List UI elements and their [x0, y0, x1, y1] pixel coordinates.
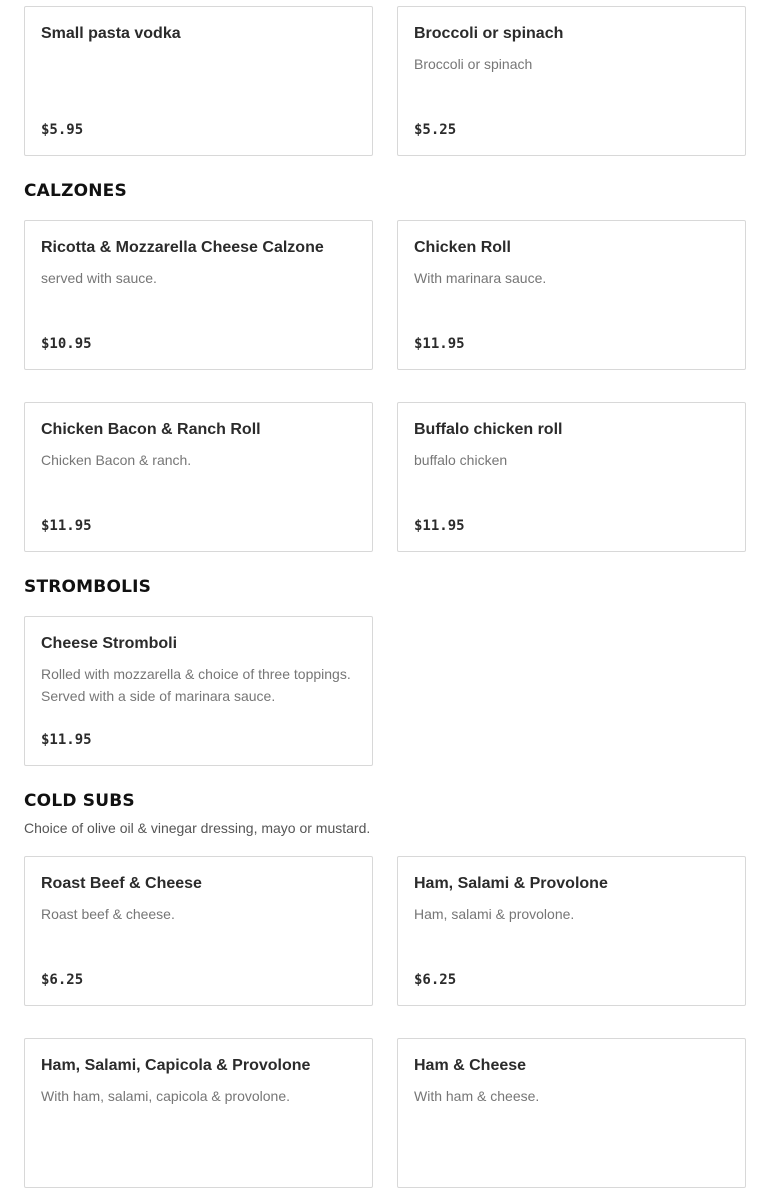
item-description: With marinara sauce. [414, 270, 547, 286]
item-price: $11.95 [41, 732, 92, 748]
item-price: $5.95 [41, 122, 84, 138]
item-description: Broccoli or spinach [414, 56, 533, 72]
item-name: Buffalo chicken roll [414, 421, 563, 438]
item-description: buffalo chicken [414, 452, 508, 468]
menu-item-card[interactable] [397, 6, 746, 156]
menu-item-card[interactable] [397, 856, 746, 1006]
section-title-strombolis: STROMBOLIS [24, 577, 152, 597]
section-title-calzones: CALZONES [24, 181, 127, 201]
section-subtitle-cold-subs: Choice of olive oil & vinegar dressing, mayo or mustard. [24, 820, 371, 836]
menu-item-card[interactable] [24, 856, 373, 1006]
item-price: $5.25 [414, 122, 457, 138]
item-description: Ham, salami & provolone. [414, 906, 575, 922]
menu-item-card[interactable] [24, 220, 373, 370]
item-name: Broccoli or spinach [414, 25, 564, 42]
section-title-cold-subs: COLD SUBS [24, 791, 135, 811]
item-description: served with sauce. [41, 270, 157, 286]
item-description: With ham & cheese. [414, 1088, 540, 1104]
item-price: $11.95 [414, 518, 465, 534]
item-name: Chicken Bacon & Ranch Roll [41, 421, 261, 438]
item-name: Chicken Roll [414, 239, 511, 256]
item-price: $11.95 [414, 336, 465, 352]
menu-item-card[interactable] [24, 402, 373, 552]
item-price: $6.25 [414, 972, 457, 988]
item-description: Chicken Bacon & ranch. [41, 452, 192, 468]
menu-item-card[interactable] [24, 6, 373, 156]
menu-item-card[interactable] [24, 1038, 373, 1188]
menu-item-card[interactable] [397, 220, 746, 370]
item-name: Ham & Cheese [414, 1057, 527, 1074]
menu-item-card[interactable] [397, 1038, 746, 1188]
item-name: Ricotta & Mozzarella Cheese Calzone [41, 239, 324, 256]
item-price: $6.25 [41, 972, 84, 988]
item-description: Roast beef & cheese. [41, 906, 175, 922]
menu-item-card[interactable] [24, 616, 373, 766]
item-price: $11.95 [41, 518, 92, 534]
item-name: Ham, Salami & Provolone [414, 875, 608, 892]
item-name: Cheese Stromboli [41, 635, 178, 652]
item-price: $10.95 [41, 336, 92, 352]
item-description: Rolled with mozzarella & choice of three toppings. Served with a side of marinara sauce. [41, 666, 351, 704]
item-name: Small pasta vodka [41, 25, 181, 42]
item-name: Ham, Salami, Capicola & Provolone [41, 1057, 311, 1074]
menu-item-card[interactable] [397, 402, 746, 552]
item-name: Roast Beef & Cheese [41, 875, 202, 892]
item-description: With ham, salami, capicola & provolone. [41, 1088, 290, 1104]
